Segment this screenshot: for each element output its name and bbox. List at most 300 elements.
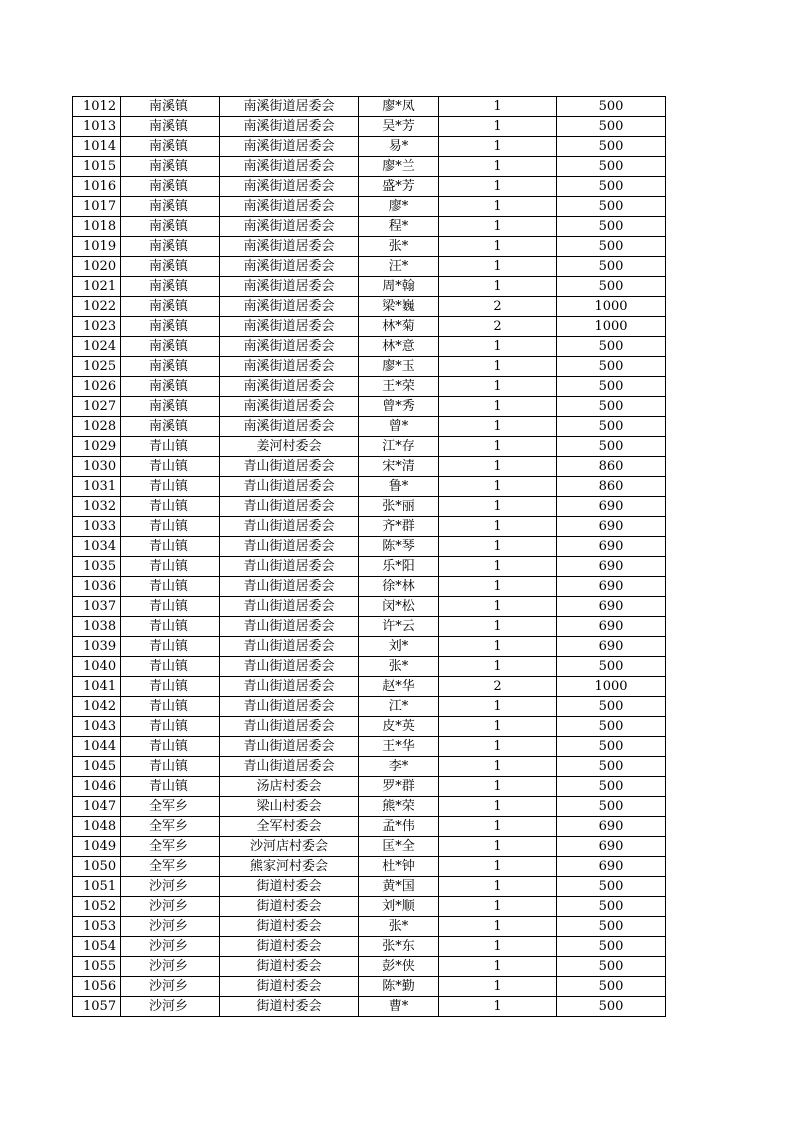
count-cell: 1	[439, 437, 557, 457]
committee-cell: 南溪街道居委会	[220, 137, 359, 157]
count-cell: 1	[439, 357, 557, 377]
count-cell: 1	[439, 477, 557, 497]
count-cell: 1	[439, 457, 557, 477]
name-cell: 张*	[359, 237, 439, 257]
table-body	[73, 97, 666, 1017]
name-cell: 周*翰	[359, 277, 439, 297]
name-cell: 易*	[359, 137, 439, 157]
committee-cell: 青山街道居委会	[220, 597, 359, 617]
township-cell: 青山镇	[121, 717, 220, 737]
committee-cell: 青山街道居委会	[220, 737, 359, 757]
table-row	[73, 997, 666, 1017]
committee-cell: 南溪街道居委会	[220, 357, 359, 377]
count-cell: 1	[439, 797, 557, 817]
count-cell: 1	[439, 637, 557, 657]
table-row	[73, 957, 666, 977]
committee-cell: 青山街道居委会	[220, 557, 359, 577]
amount-cell: 500	[557, 377, 666, 397]
count-cell: 1	[439, 977, 557, 997]
count-cell: 1	[439, 277, 557, 297]
amount-cell: 690	[557, 497, 666, 517]
township-cell: 青山镇	[121, 557, 220, 577]
table-row	[73, 417, 666, 437]
committee-cell: 青山街道居委会	[220, 677, 359, 697]
committee-cell: 青山街道居委会	[220, 617, 359, 637]
amount-cell: 690	[557, 817, 666, 837]
amount-cell: 690	[557, 517, 666, 537]
row-number-cell: 1013	[73, 117, 121, 137]
township-cell: 南溪镇	[121, 417, 220, 437]
name-cell: 刘*顺	[359, 897, 439, 917]
table-row	[73, 517, 666, 537]
township-cell: 全军乡	[121, 817, 220, 837]
row-number-cell: 1049	[73, 837, 121, 857]
name-cell: 张*	[359, 917, 439, 937]
township-cell: 沙河乡	[121, 917, 220, 937]
table-row	[73, 937, 666, 957]
committee-cell: 南溪街道居委会	[220, 297, 359, 317]
table-row	[73, 717, 666, 737]
count-cell: 1	[439, 617, 557, 637]
row-number-cell: 1057	[73, 997, 121, 1017]
row-number-cell: 1041	[73, 677, 121, 697]
committee-cell: 梁山村委会	[220, 797, 359, 817]
row-number-cell: 1051	[73, 877, 121, 897]
row-number-cell: 1045	[73, 757, 121, 777]
committee-cell: 全军村委会	[220, 817, 359, 837]
count-cell: 1	[439, 537, 557, 557]
table-row	[73, 837, 666, 857]
committee-cell: 青山街道居委会	[220, 757, 359, 777]
township-cell: 沙河乡	[121, 897, 220, 917]
row-number-cell: 1021	[73, 277, 121, 297]
township-cell: 南溪镇	[121, 117, 220, 137]
committee-cell: 沙河店村委会	[220, 837, 359, 857]
table-row	[73, 577, 666, 597]
count-cell: 1	[439, 997, 557, 1017]
count-cell: 1	[439, 497, 557, 517]
amount-cell: 500	[557, 657, 666, 677]
amount-cell: 500	[557, 977, 666, 997]
count-cell: 1	[439, 337, 557, 357]
count-cell: 1	[439, 137, 557, 157]
committee-cell: 街道村委会	[220, 977, 359, 997]
amount-cell: 500	[557, 97, 666, 117]
township-cell: 青山镇	[121, 577, 220, 597]
name-cell: 孟*伟	[359, 817, 439, 837]
name-cell: 林*意	[359, 337, 439, 357]
name-cell: 皮*英	[359, 717, 439, 737]
amount-cell: 690	[557, 557, 666, 577]
count-cell: 1	[439, 557, 557, 577]
committee-cell: 青山街道居委会	[220, 517, 359, 537]
name-cell: 梁*巍	[359, 297, 439, 317]
table-row	[73, 977, 666, 997]
table-row	[73, 697, 666, 717]
count-cell: 2	[439, 317, 557, 337]
row-number-cell: 1052	[73, 897, 121, 917]
amount-cell: 860	[557, 457, 666, 477]
count-cell: 1	[439, 177, 557, 197]
committee-cell: 青山街道居委会	[220, 657, 359, 677]
township-cell: 南溪镇	[121, 397, 220, 417]
amount-cell: 690	[557, 577, 666, 597]
row-number-cell: 1047	[73, 797, 121, 817]
count-cell: 1	[439, 757, 557, 777]
amount-cell: 500	[557, 237, 666, 257]
township-cell: 沙河乡	[121, 937, 220, 957]
township-cell: 青山镇	[121, 537, 220, 557]
amount-cell: 500	[557, 137, 666, 157]
township-cell: 全军乡	[121, 797, 220, 817]
count-cell: 1	[439, 597, 557, 617]
row-number-cell: 1043	[73, 717, 121, 737]
amount-cell: 500	[557, 417, 666, 437]
count-cell: 1	[439, 217, 557, 237]
row-number-cell: 1012	[73, 97, 121, 117]
township-cell: 南溪镇	[121, 197, 220, 217]
township-cell: 青山镇	[121, 677, 220, 697]
name-cell: 王*荣	[359, 377, 439, 397]
committee-cell: 青山街道居委会	[220, 497, 359, 517]
township-cell: 沙河乡	[121, 977, 220, 997]
count-cell: 1	[439, 937, 557, 957]
row-number-cell: 1039	[73, 637, 121, 657]
count-cell: 1	[439, 157, 557, 177]
amount-cell: 1000	[557, 297, 666, 317]
township-cell: 南溪镇	[121, 337, 220, 357]
amount-cell: 1000	[557, 677, 666, 697]
township-cell: 南溪镇	[121, 217, 220, 237]
row-number-cell: 1055	[73, 957, 121, 977]
count-cell: 1	[439, 737, 557, 757]
count-cell: 1	[439, 117, 557, 137]
township-cell: 青山镇	[121, 597, 220, 617]
row-number-cell: 1054	[73, 937, 121, 957]
name-cell: 曾*	[359, 417, 439, 437]
amount-cell: 500	[557, 797, 666, 817]
count-cell: 1	[439, 917, 557, 937]
name-cell: 宋*清	[359, 457, 439, 477]
row-number-cell: 1019	[73, 237, 121, 257]
name-cell: 陈*琴	[359, 537, 439, 557]
committee-cell: 南溪街道居委会	[220, 377, 359, 397]
name-cell: 熊*荣	[359, 797, 439, 817]
row-number-cell: 1053	[73, 917, 121, 937]
count-cell: 1	[439, 397, 557, 417]
table-row	[73, 437, 666, 457]
amount-cell: 1000	[557, 317, 666, 337]
count-cell: 1	[439, 657, 557, 677]
count-cell: 1	[439, 837, 557, 857]
row-number-cell: 1028	[73, 417, 121, 437]
row-number-cell: 1027	[73, 397, 121, 417]
row-number-cell: 1048	[73, 817, 121, 837]
table-row	[73, 457, 666, 477]
amount-cell: 500	[557, 277, 666, 297]
committee-cell: 南溪街道居委会	[220, 117, 359, 137]
township-cell: 南溪镇	[121, 157, 220, 177]
name-cell: 廖*兰	[359, 157, 439, 177]
table-row	[73, 257, 666, 277]
table-row	[73, 477, 666, 497]
committee-cell: 南溪街道居委会	[220, 417, 359, 437]
township-cell: 南溪镇	[121, 257, 220, 277]
table-row	[73, 797, 666, 817]
township-cell: 南溪镇	[121, 137, 220, 157]
count-cell: 1	[439, 717, 557, 737]
table-row	[73, 917, 666, 937]
amount-cell: 500	[557, 877, 666, 897]
amount-cell: 500	[557, 177, 666, 197]
amount-cell: 500	[557, 997, 666, 1017]
township-cell: 沙河乡	[121, 997, 220, 1017]
count-cell: 1	[439, 257, 557, 277]
name-cell: 许*云	[359, 617, 439, 637]
committee-cell: 青山街道居委会	[220, 577, 359, 597]
count-cell: 1	[439, 577, 557, 597]
table-row	[73, 677, 666, 697]
count-cell: 1	[439, 777, 557, 797]
row-number-cell: 1018	[73, 217, 121, 237]
township-cell: 南溪镇	[121, 357, 220, 377]
count-cell: 2	[439, 677, 557, 697]
name-cell: 王*华	[359, 737, 439, 757]
row-number-cell: 1020	[73, 257, 121, 277]
row-number-cell: 1056	[73, 977, 121, 997]
name-cell: 赵*华	[359, 677, 439, 697]
amount-cell: 690	[557, 537, 666, 557]
committee-cell: 街道村委会	[220, 937, 359, 957]
row-number-cell: 1014	[73, 137, 121, 157]
amount-cell: 500	[557, 777, 666, 797]
committee-cell: 姜河村委会	[220, 437, 359, 457]
table-row	[73, 157, 666, 177]
table-row	[73, 597, 666, 617]
township-cell: 沙河乡	[121, 957, 220, 977]
name-cell: 廖*玉	[359, 357, 439, 377]
row-number-cell: 1035	[73, 557, 121, 577]
row-number-cell: 1042	[73, 697, 121, 717]
row-number-cell: 1023	[73, 317, 121, 337]
committee-cell: 南溪街道居委会	[220, 237, 359, 257]
row-number-cell: 1040	[73, 657, 121, 677]
name-cell: 程*	[359, 217, 439, 237]
township-cell: 青山镇	[121, 637, 220, 657]
count-cell: 1	[439, 377, 557, 397]
row-number-cell: 1034	[73, 537, 121, 557]
name-cell: 刘*	[359, 637, 439, 657]
name-cell: 杜*钟	[359, 857, 439, 877]
township-cell: 青山镇	[121, 477, 220, 497]
committee-cell: 街道村委会	[220, 897, 359, 917]
committee-cell: 南溪街道居委会	[220, 337, 359, 357]
amount-cell: 500	[557, 157, 666, 177]
committee-cell: 青山街道居委会	[220, 697, 359, 717]
township-cell: 南溪镇	[121, 297, 220, 317]
row-number-cell: 1033	[73, 517, 121, 537]
committee-cell: 南溪街道居委会	[220, 197, 359, 217]
amount-cell: 500	[557, 357, 666, 377]
table-row	[73, 217, 666, 237]
committee-cell: 街道村委会	[220, 997, 359, 1017]
committee-cell: 青山街道居委会	[220, 717, 359, 737]
committee-cell: 南溪街道居委会	[220, 97, 359, 117]
row-number-cell: 1017	[73, 197, 121, 217]
committee-cell: 南溪街道居委会	[220, 177, 359, 197]
table-row	[73, 197, 666, 217]
table-row	[73, 777, 666, 797]
amount-cell: 500	[557, 897, 666, 917]
committee-cell: 南溪街道居委会	[220, 217, 359, 237]
table-row	[73, 377, 666, 397]
table-row	[73, 537, 666, 557]
table-row	[73, 297, 666, 317]
amount-cell: 860	[557, 477, 666, 497]
name-cell: 廖*	[359, 197, 439, 217]
row-number-cell: 1050	[73, 857, 121, 877]
name-cell: 匡*全	[359, 837, 439, 857]
committee-cell: 青山街道居委会	[220, 637, 359, 657]
name-cell: 李*	[359, 757, 439, 777]
table-row	[73, 657, 666, 677]
table-row	[73, 637, 666, 657]
count-cell: 1	[439, 697, 557, 717]
amount-cell: 500	[557, 337, 666, 357]
table-row	[73, 357, 666, 377]
name-cell: 张*东	[359, 937, 439, 957]
name-cell: 盛*芳	[359, 177, 439, 197]
row-number-cell: 1026	[73, 377, 121, 397]
count-cell: 1	[439, 197, 557, 217]
committee-cell: 青山街道居委会	[220, 477, 359, 497]
amount-cell: 690	[557, 857, 666, 877]
table-row	[73, 317, 666, 337]
table-row	[73, 117, 666, 137]
name-cell: 黄*国	[359, 877, 439, 897]
count-cell: 2	[439, 297, 557, 317]
township-cell: 青山镇	[121, 737, 220, 757]
row-number-cell: 1030	[73, 457, 121, 477]
committee-cell: 街道村委会	[220, 957, 359, 977]
count-cell: 1	[439, 897, 557, 917]
row-number-cell: 1024	[73, 337, 121, 357]
row-number-cell: 1029	[73, 437, 121, 457]
name-cell: 乐*阳	[359, 557, 439, 577]
table-row	[73, 897, 666, 917]
table-row	[73, 177, 666, 197]
table-row	[73, 737, 666, 757]
amount-cell: 500	[557, 757, 666, 777]
committee-cell: 街道村委会	[220, 877, 359, 897]
amount-cell: 500	[557, 737, 666, 757]
name-cell: 陈*勤	[359, 977, 439, 997]
township-cell: 青山镇	[121, 697, 220, 717]
row-number-cell: 1037	[73, 597, 121, 617]
name-cell: 林*菊	[359, 317, 439, 337]
committee-cell: 南溪街道居委会	[220, 277, 359, 297]
name-cell: 鲁*	[359, 477, 439, 497]
name-cell: 齐*群	[359, 517, 439, 537]
row-number-cell: 1016	[73, 177, 121, 197]
name-cell: 江*存	[359, 437, 439, 457]
name-cell: 闵*松	[359, 597, 439, 617]
amount-cell: 690	[557, 837, 666, 857]
table-row	[73, 397, 666, 417]
table-row	[73, 857, 666, 877]
name-cell: 汪*	[359, 257, 439, 277]
name-cell: 彭*侠	[359, 957, 439, 977]
row-number-cell: 1022	[73, 297, 121, 317]
name-cell: 曹*	[359, 997, 439, 1017]
township-cell: 青山镇	[121, 517, 220, 537]
count-cell: 1	[439, 97, 557, 117]
table-row	[73, 877, 666, 897]
row-number-cell: 1038	[73, 617, 121, 637]
amount-cell: 500	[557, 717, 666, 737]
amount-cell: 500	[557, 917, 666, 937]
township-cell: 南溪镇	[121, 377, 220, 397]
row-number-cell: 1031	[73, 477, 121, 497]
township-cell: 青山镇	[121, 437, 220, 457]
table-row	[73, 817, 666, 837]
township-cell: 全军乡	[121, 857, 220, 877]
township-cell: 青山镇	[121, 497, 220, 517]
committee-cell: 青山街道居委会	[220, 537, 359, 557]
amount-cell: 690	[557, 617, 666, 637]
township-cell: 青山镇	[121, 757, 220, 777]
committee-cell: 青山街道居委会	[220, 457, 359, 477]
name-cell: 张*丽	[359, 497, 439, 517]
amount-cell: 500	[557, 257, 666, 277]
table-row	[73, 557, 666, 577]
row-number-cell: 1015	[73, 157, 121, 177]
row-number-cell: 1036	[73, 577, 121, 597]
amount-cell: 690	[557, 597, 666, 617]
amount-cell: 500	[557, 937, 666, 957]
township-cell: 青山镇	[121, 457, 220, 477]
township-cell: 南溪镇	[121, 277, 220, 297]
committee-cell: 南溪街道居委会	[220, 317, 359, 337]
count-cell: 1	[439, 877, 557, 897]
township-cell: 南溪镇	[121, 97, 220, 117]
township-cell: 青山镇	[121, 777, 220, 797]
name-cell: 廖*凤	[359, 97, 439, 117]
name-cell: 张*	[359, 657, 439, 677]
count-cell: 1	[439, 957, 557, 977]
beneficiary-table	[72, 96, 666, 1017]
township-cell: 南溪镇	[121, 177, 220, 197]
row-number-cell: 1046	[73, 777, 121, 797]
committee-cell: 熊家河村委会	[220, 857, 359, 877]
name-cell: 吴*芳	[359, 117, 439, 137]
township-cell: 南溪镇	[121, 317, 220, 337]
township-cell: 沙河乡	[121, 877, 220, 897]
committee-cell: 南溪街道居委会	[220, 397, 359, 417]
row-number-cell: 1032	[73, 497, 121, 517]
name-cell: 罗*群	[359, 777, 439, 797]
count-cell: 1	[439, 857, 557, 877]
table-row	[73, 617, 666, 637]
committee-cell: 街道村委会	[220, 917, 359, 937]
table-row	[73, 277, 666, 297]
amount-cell: 500	[557, 957, 666, 977]
committee-cell: 汤店村委会	[220, 777, 359, 797]
count-cell: 1	[439, 417, 557, 437]
amount-cell: 500	[557, 697, 666, 717]
count-cell: 1	[439, 237, 557, 257]
township-cell: 青山镇	[121, 617, 220, 637]
